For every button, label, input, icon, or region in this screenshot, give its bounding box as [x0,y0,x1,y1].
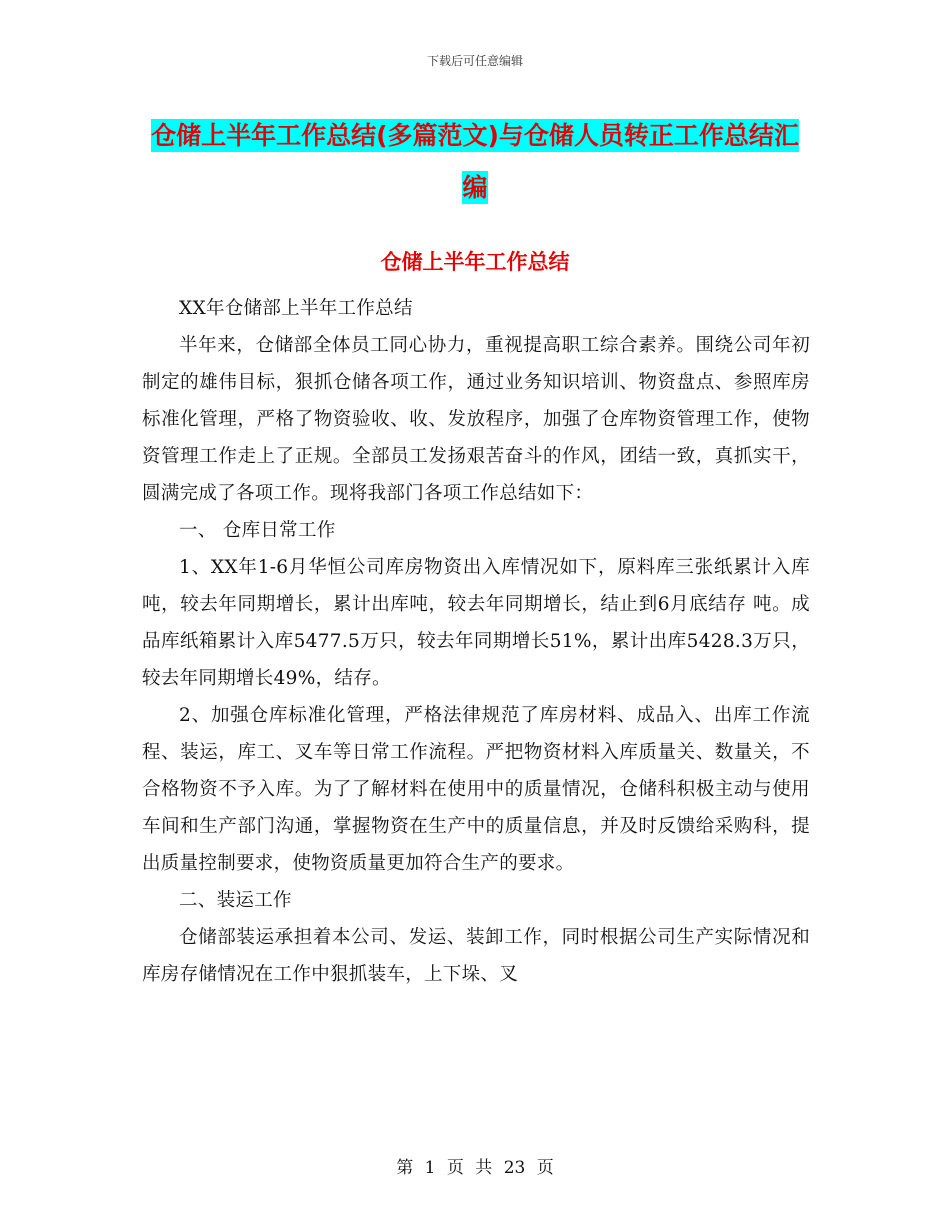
paragraph: 仓储部装运承担着本公司、发运、装卸工作，同时根据公司生产实际情况和库房存储情况在工作中狠抓装车，上下垛、叉 [142,927,810,985]
document-title [140,110,810,214]
paragraph: 一、 仓库日常工作 [179,520,336,541]
header-note: 下载后可任意编辑 [426,54,523,68]
document-title-text: 仓储上半年工作总结(多篇范文)与仓储人员转正工作总结汇编 [151,121,799,202]
page-footer: 第 1 页 共 23 页 [396,1158,554,1178]
document-body [142,290,810,993]
paragraph: XX年仓储部上半年工作总结 [179,298,413,319]
paragraph: 二、装运工作 [179,890,292,911]
section-title: 仓储上半年工作总结 [380,250,570,274]
paragraph: 1、XX年1-6月华恒公司库房物资出入库情况如下，原料库三张纸累计入库吨，较去年同期增长，累计出库吨，较去年同期增长，结止到6月底结存 吨。成品库纸箱累计入库5477.5万只，较去年同期增长51%，累计出库5428.3万只，较去年同期增长49%，结存。 [142,557,810,689]
paragraph: 半年来，仓储部全体员工同心协力，重视提高职工综合素养。围绕公司年初制定的雄伟目标，狠抓仓储各项工作，通过业务知识培训、物资盘点、参照库房标准化管理，严格了物资验收、收、发放程序，加强了仓库物资管理工作，使物资管理工作走上了正规。全部员工发扬艰苦奋斗的作风，团结一致，真抓实干，圆满完成了各项工作。现将我部门各项工作总结如下： [142,335,810,504]
paragraph: 2、加强仓库标准化管理，严格法律规范了库房材料、成品入、出库工作流程、装运，库工、叉车等日常工作流程。严把物资材料入库质量关、数量关，不合格物资不予入库。为了了解材料在使用中的质量情况，仓储科积极主动与使用车间和生产部门沟通，掌握物资在生产中的质量信息，并及时反馈给采购科，提出质量控制要求，使物资质量更加符合生产的要求。 [142,705,810,874]
